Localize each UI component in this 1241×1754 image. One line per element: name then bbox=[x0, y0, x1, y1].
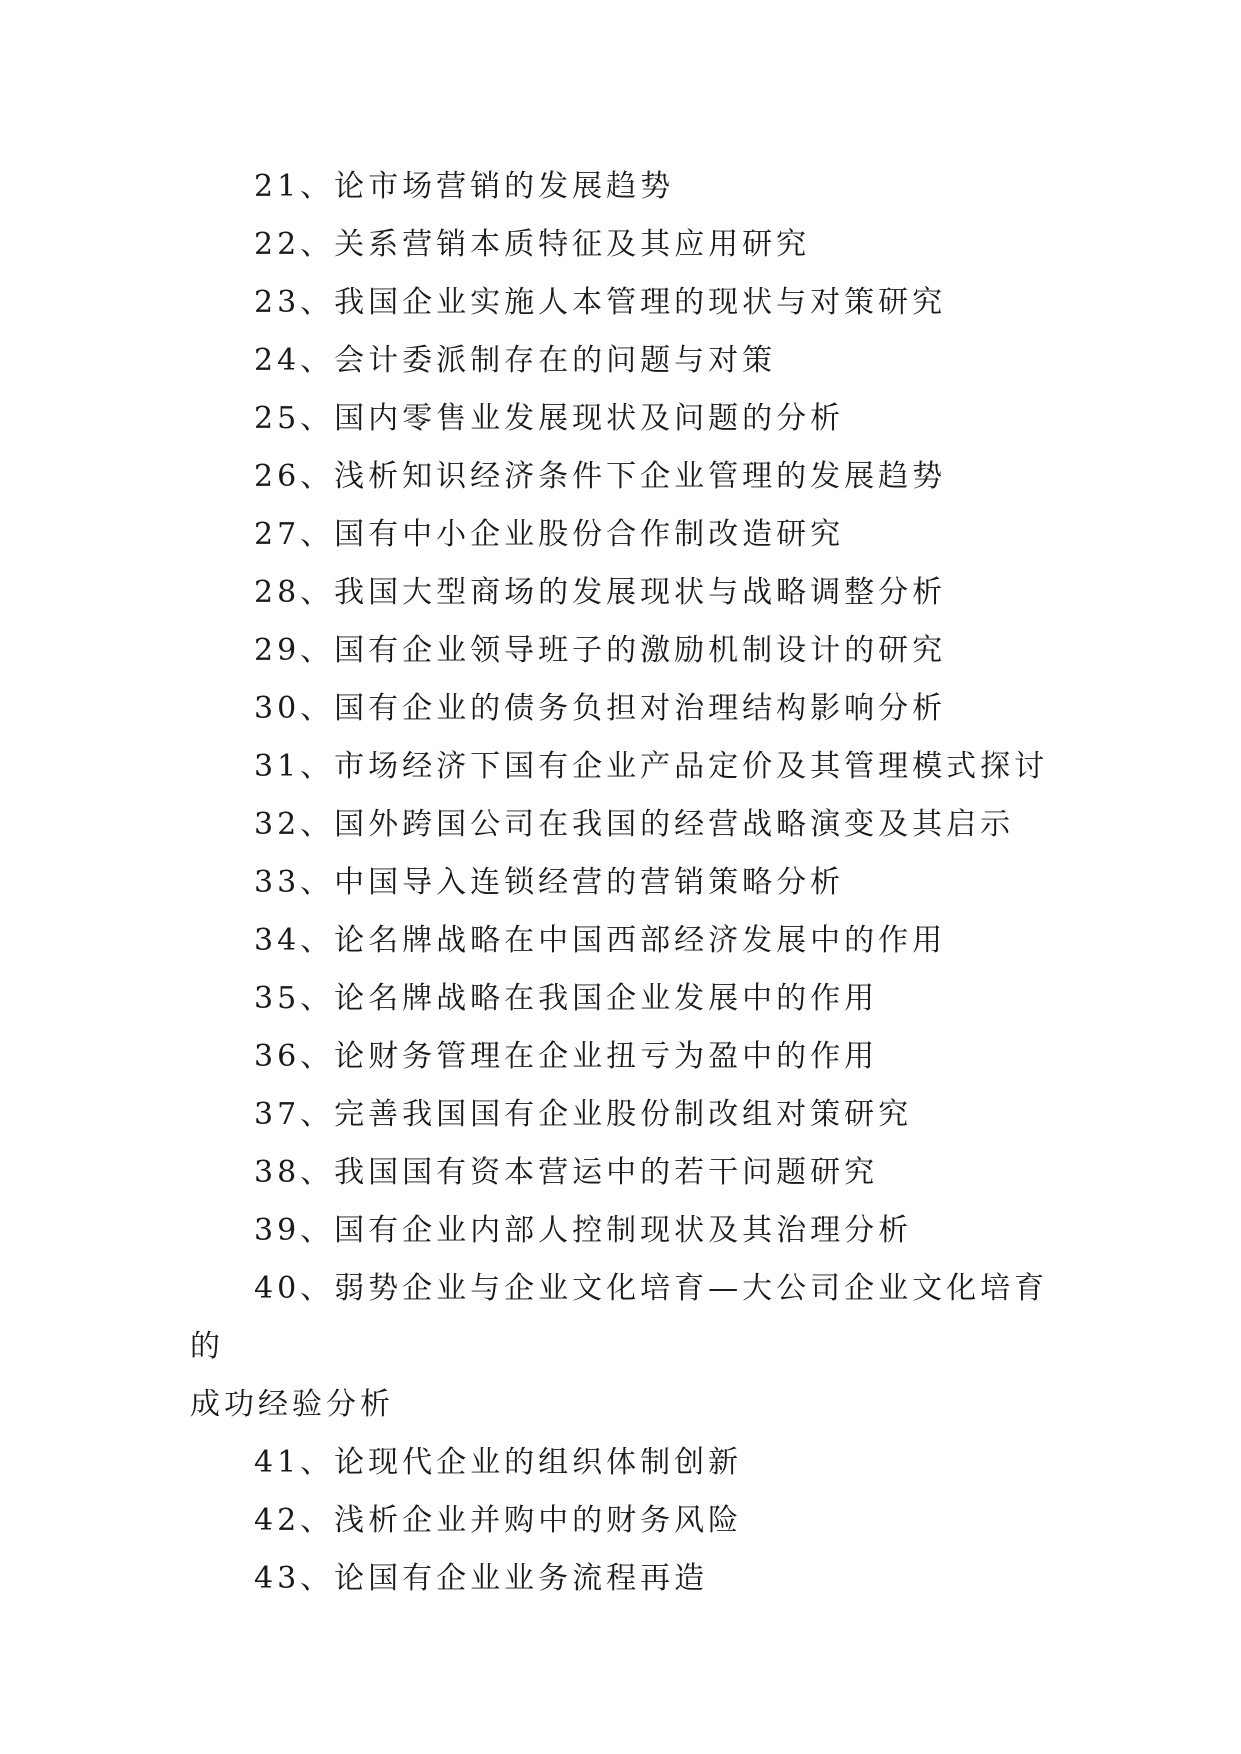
topic-item: 28、我国大型商场的发展现状与战略调整分析 bbox=[254, 575, 947, 610]
topic-item: 39、国有企业内部人控制现状及其治理分析 bbox=[254, 1213, 913, 1248]
topic-item: 30、国有企业的债务负担对治理结构影响分析 bbox=[254, 691, 947, 726]
topic-item-wrapped bbox=[190, 1260, 1070, 1434]
topic-item-continuation: 成功经验分析 bbox=[190, 1387, 394, 1422]
topic-item: 27、国有中小企业股份合作制改造研究 bbox=[254, 517, 845, 552]
topic-item: 33、中国导入连锁经营的营销策略分析 bbox=[254, 865, 845, 900]
topic-item: 41、论现代企业的组织体制创新 bbox=[254, 1445, 743, 1480]
topic-item: 31、市场经济下国有企业产品定价及其管理模式探讨 bbox=[254, 749, 1049, 784]
topic-list bbox=[190, 158, 1070, 1608]
topic-item: 23、我国企业实施人本管理的现状与对策研究 bbox=[254, 285, 947, 320]
topic-item: 29、国有企业领导班子的激励机制设计的研究 bbox=[254, 633, 947, 668]
topic-item-text: 40、弱势企业与企业文化培育—大公司企业文化培育的 bbox=[190, 1271, 1049, 1364]
topic-item: 37、完善我国国有企业股份制改组对策研究 bbox=[254, 1097, 913, 1132]
topic-item: 35、论名牌战略在我国企业发展中的作用 bbox=[254, 981, 879, 1016]
topic-item: 34、论名牌战略在中国西部经济发展中的作用 bbox=[254, 923, 947, 958]
topic-item: 43、论国有企业业务流程再造 bbox=[254, 1561, 709, 1596]
topic-item: 38、我国国有资本营运中的若干问题研究 bbox=[254, 1155, 879, 1190]
topic-item: 42、浅析企业并购中的财务风险 bbox=[254, 1503, 743, 1538]
topic-item: 32、国外跨国公司在我国的经营战略演变及其启示 bbox=[254, 807, 1015, 842]
topic-item: 26、浅析知识经济条件下企业管理的发展趋势 bbox=[254, 459, 947, 494]
topic-item: 21、论市场营销的发展趋势 bbox=[254, 169, 675, 204]
topic-item: 24、会计委派制存在的问题与对策 bbox=[254, 343, 777, 378]
topic-item: 25、国内零售业发展现状及问题的分析 bbox=[254, 401, 845, 436]
topic-item: 22、关系营销本质特征及其应用研究 bbox=[254, 227, 811, 262]
topic-item: 36、论财务管理在企业扭亏为盈中的作用 bbox=[254, 1039, 879, 1074]
